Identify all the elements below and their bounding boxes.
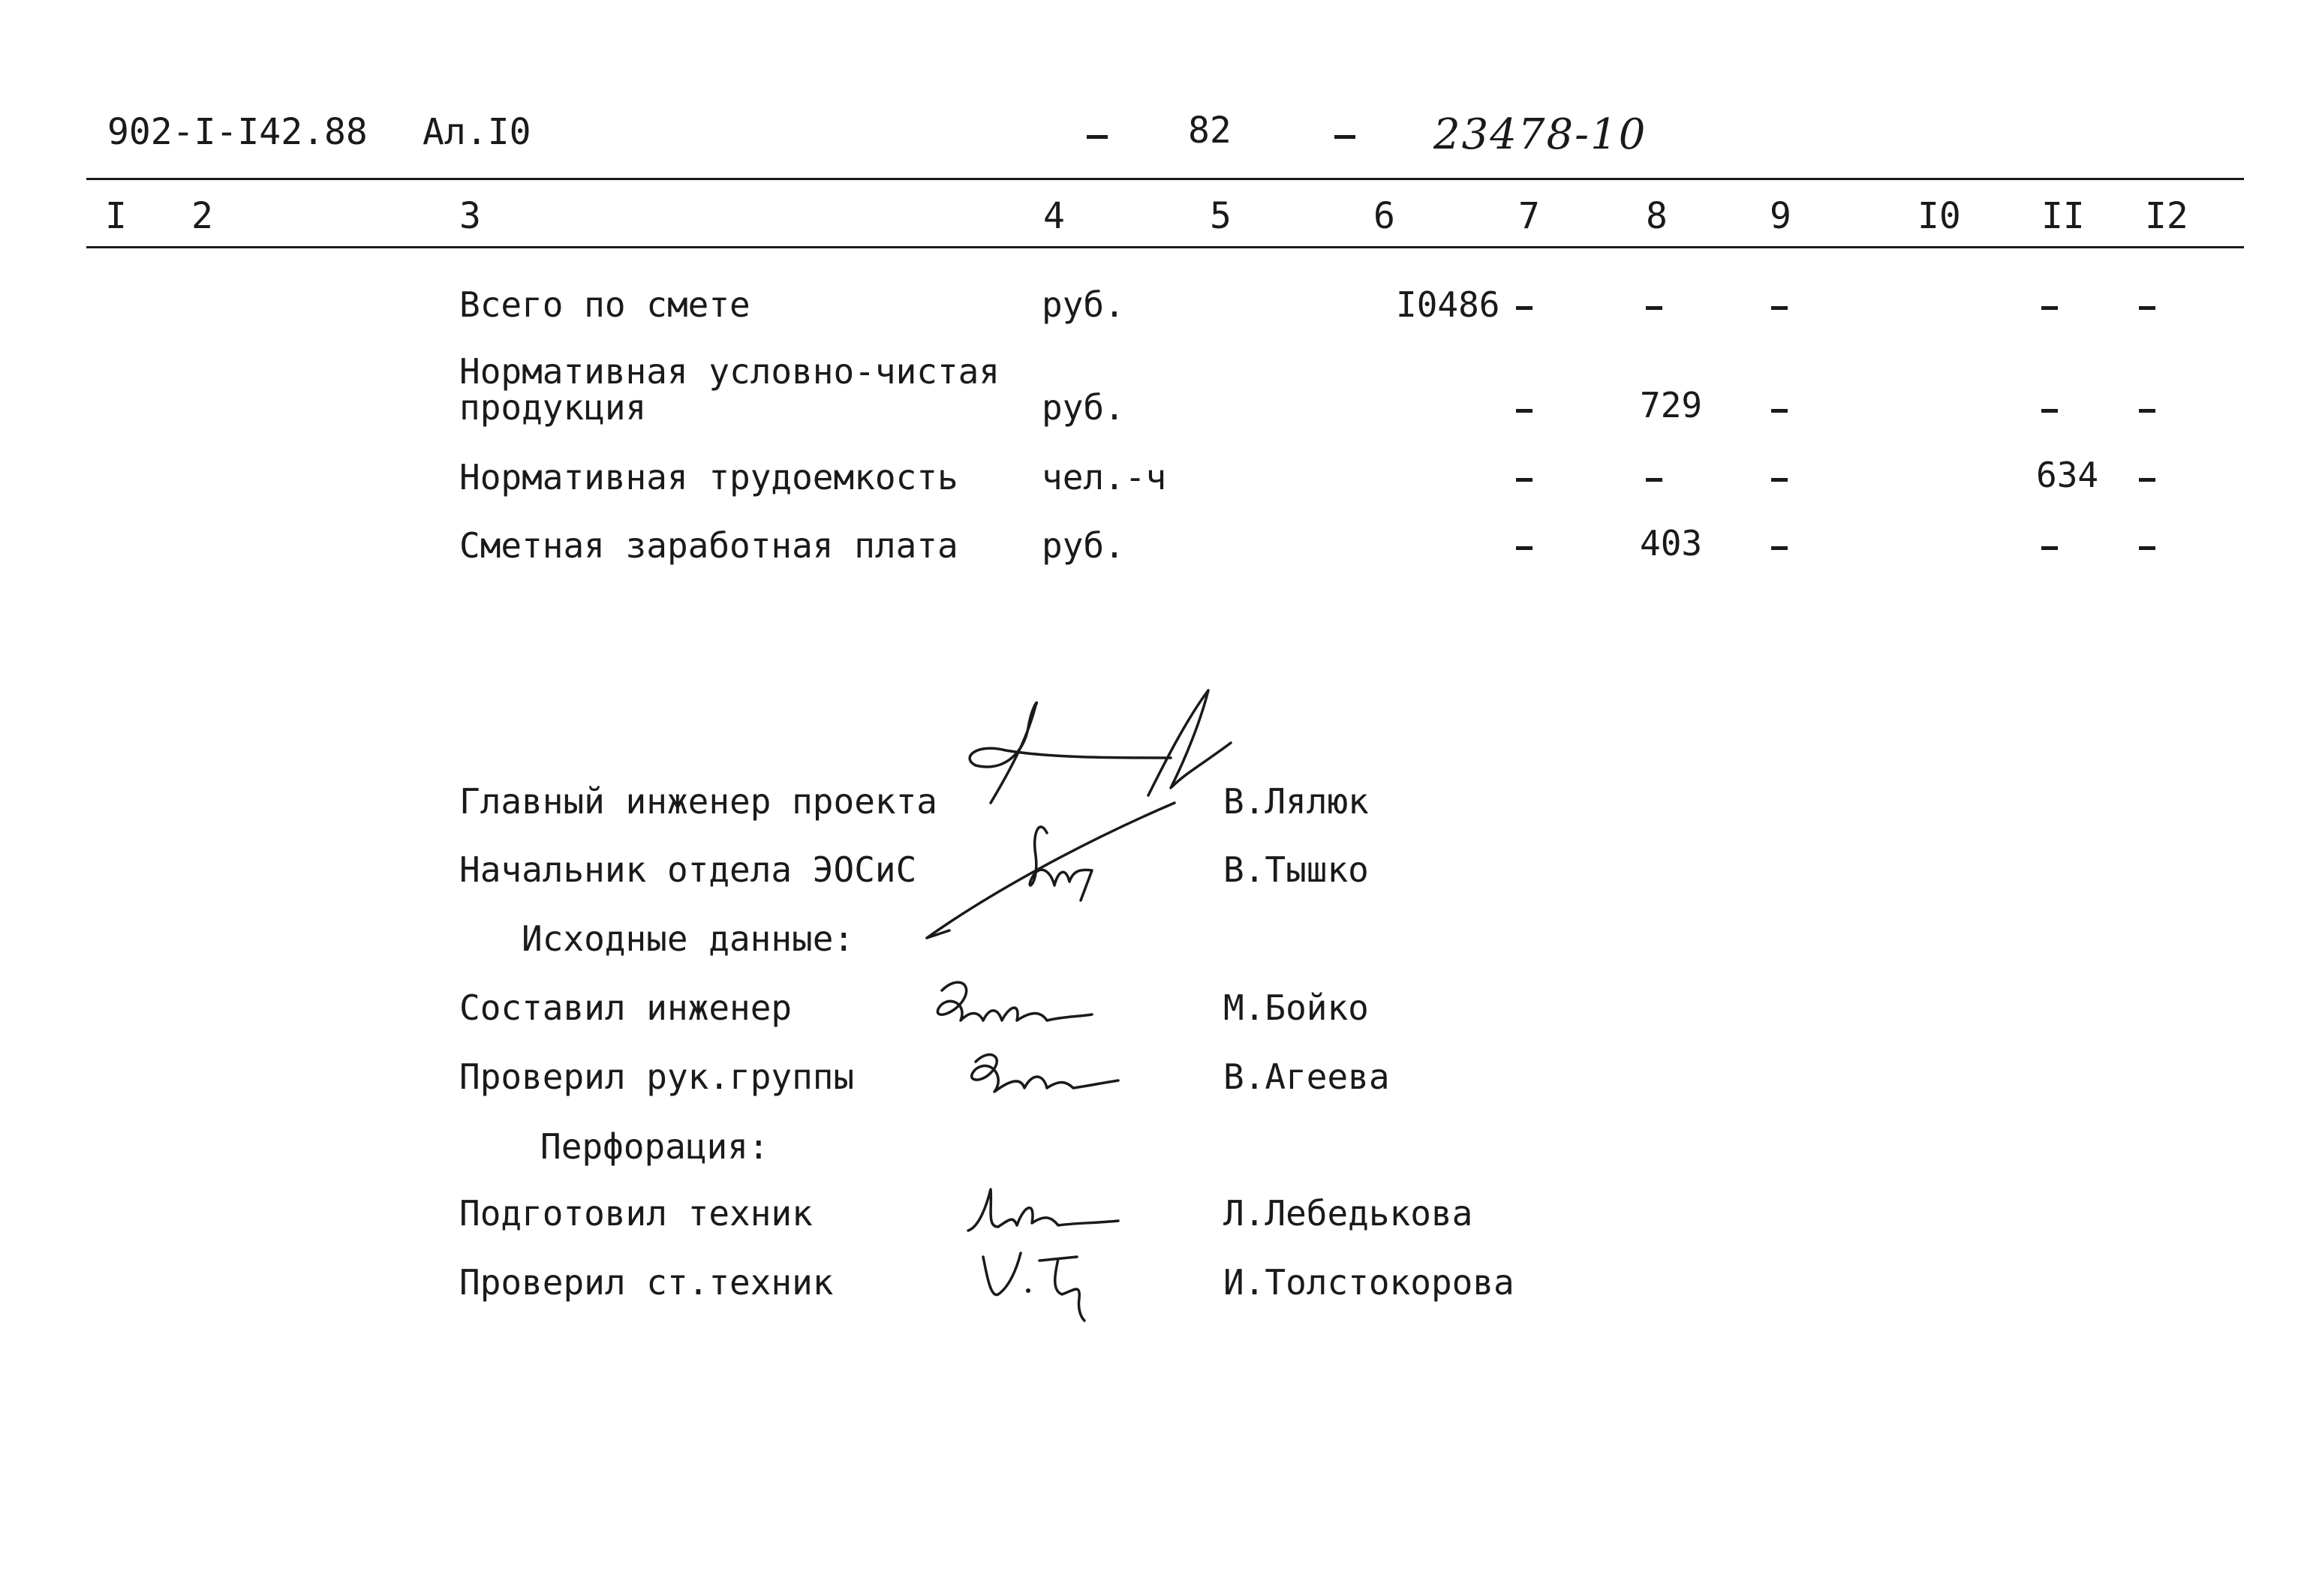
dept-head-role: Начальник отдела ЭОСиС bbox=[459, 849, 917, 890]
doc-number: 23478-10 bbox=[1433, 110, 1647, 159]
row-label-line1: Нормативная условно-чистая bbox=[459, 351, 1000, 392]
col-header-3: 3 bbox=[459, 195, 481, 237]
chief-engineer-role: Главный инженер проекта bbox=[459, 781, 937, 822]
col-header-8: 8 bbox=[1646, 195, 1668, 237]
dash-col12 bbox=[2139, 306, 2155, 310]
dash-col9 bbox=[1771, 478, 1788, 482]
col-header-6: 6 bbox=[1373, 195, 1395, 237]
dept-head-name: В.Тышко bbox=[1223, 849, 1369, 890]
dash-col7 bbox=[1516, 478, 1532, 482]
col-header-1: I bbox=[105, 195, 127, 237]
col-header-5: 5 bbox=[1210, 195, 1232, 237]
compiled-role: Составил инженер bbox=[459, 987, 793, 1028]
col-header-9: 9 bbox=[1770, 195, 1791, 237]
page-number: 82 bbox=[1188, 110, 1232, 152]
dash-col8 bbox=[1646, 306, 1662, 310]
row-label-line2: продукция bbox=[459, 387, 647, 428]
row-unit: руб. bbox=[1042, 284, 1125, 325]
dash-col7 bbox=[1516, 409, 1532, 413]
page-dash-left bbox=[1087, 135, 1108, 139]
dash-col11 bbox=[2041, 306, 2058, 310]
col-header-7: 7 bbox=[1518, 195, 1540, 237]
page-dash-right bbox=[1334, 135, 1355, 139]
col-header-10: I0 bbox=[1917, 195, 1961, 237]
checked-senior-role: Проверил ст.техник bbox=[459, 1262, 834, 1303]
dash-col9 bbox=[1771, 409, 1788, 413]
dash-col7 bbox=[1516, 546, 1532, 550]
project-code: 902-I-I42.88 bbox=[107, 111, 368, 153]
row-value-col8: 403 bbox=[1640, 523, 1703, 564]
col-header-12: I2 bbox=[2145, 195, 2188, 237]
signature-dept-head bbox=[919, 788, 1205, 953]
dash-col12 bbox=[2139, 546, 2155, 550]
chief-engineer-name: В.Лялюк bbox=[1223, 781, 1369, 822]
row-label: Сметная заработная плата bbox=[459, 525, 958, 566]
dash-col12 bbox=[2139, 478, 2155, 482]
dash-col8 bbox=[1646, 478, 1662, 482]
row-label: Всего по смете bbox=[459, 284, 750, 325]
row-unit: руб. bbox=[1042, 387, 1125, 428]
dash-col9 bbox=[1771, 546, 1788, 550]
row-value-col11: 634 bbox=[2036, 455, 2099, 495]
source-data-heading: Исходные данные: bbox=[522, 918, 855, 959]
row-unit: чел.-ч bbox=[1042, 457, 1167, 497]
col-header-4: 4 bbox=[1043, 195, 1065, 237]
checked-senior-name: И.Толстокорова bbox=[1223, 1262, 1514, 1303]
header-rule-top bbox=[86, 178, 2244, 180]
row-value-col6: I0486 bbox=[1396, 284, 1500, 325]
checked-group-role: Проверил рук.группы bbox=[459, 1056, 855, 1097]
col-header-2: 2 bbox=[191, 195, 213, 237]
signature-checked-senior bbox=[968, 1238, 1103, 1328]
dash-col12 bbox=[2139, 409, 2155, 413]
row-value-col8: 729 bbox=[1640, 385, 1703, 425]
dash-col9 bbox=[1771, 306, 1788, 310]
header-rule-bottom bbox=[86, 246, 2244, 248]
dash-col11 bbox=[2041, 409, 2058, 413]
sheet-label: Ал.I0 bbox=[423, 111, 531, 153]
row-unit: руб. bbox=[1042, 525, 1125, 566]
compiled-name: М.Бойко bbox=[1223, 987, 1369, 1028]
col-header-11: II bbox=[2041, 195, 2085, 237]
row-label: Нормативная трудоемкость bbox=[459, 457, 958, 497]
signature-checked-group bbox=[953, 1039, 1133, 1114]
dash-col11 bbox=[2041, 546, 2058, 550]
perforation-heading: Перфорация: bbox=[540, 1126, 769, 1167]
prepared-name: Л.Лебедькова bbox=[1223, 1193, 1473, 1234]
signature-compiled bbox=[927, 968, 1107, 1043]
checked-group-name: В.Агеева bbox=[1223, 1056, 1390, 1097]
dash-col7 bbox=[1516, 306, 1532, 310]
prepared-role: Подготовил техник bbox=[459, 1193, 813, 1234]
